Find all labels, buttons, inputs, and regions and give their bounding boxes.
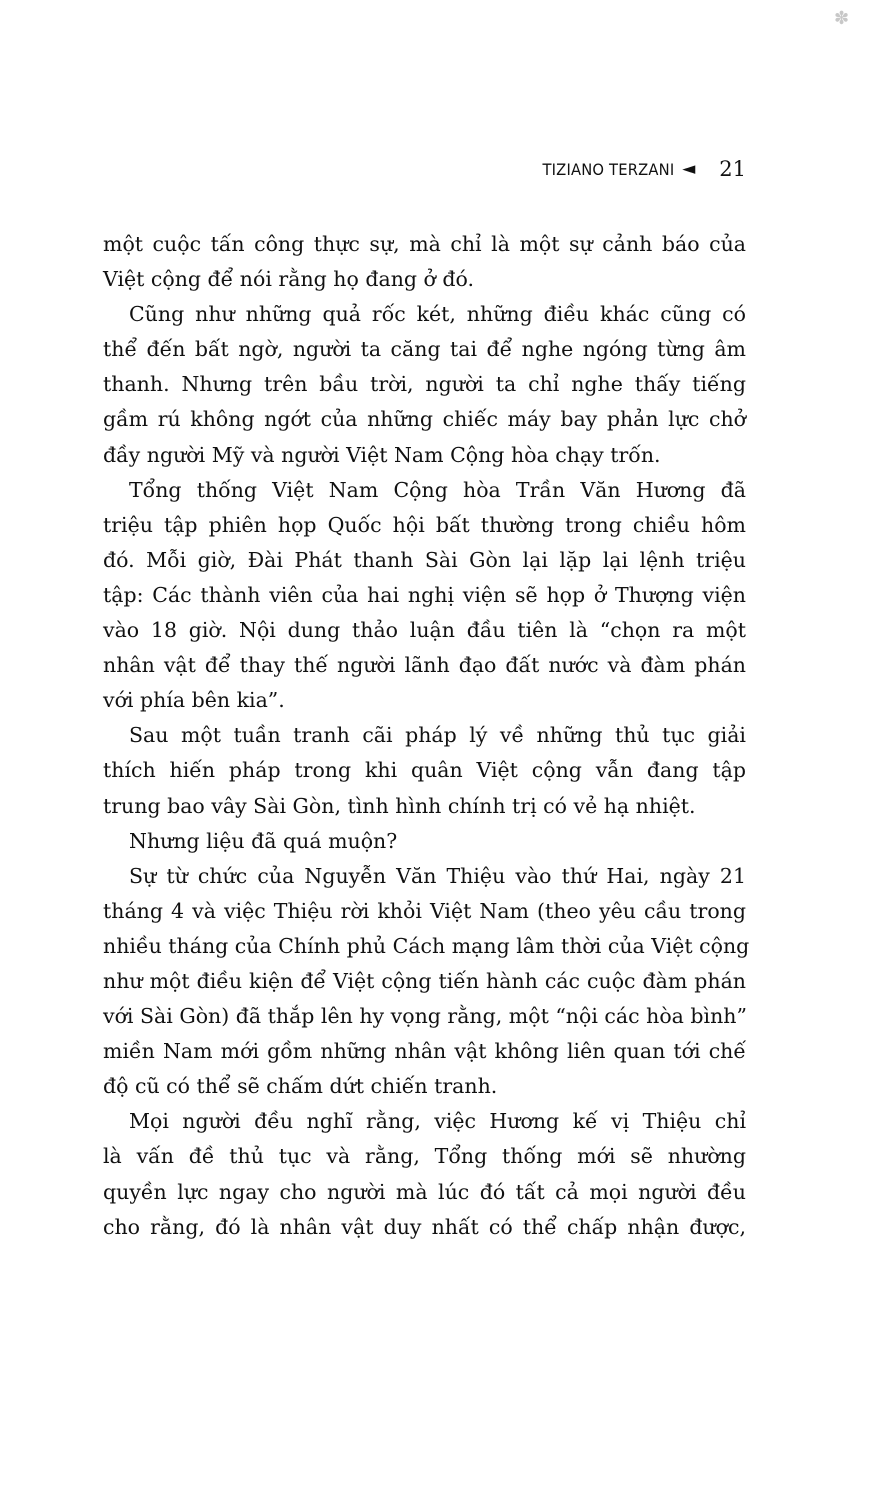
left-triangle-icon: ◄ [682, 159, 696, 179]
text-line: độ cũ có thể sẽ chấm dứt chiến tranh. [103, 1074, 498, 1099]
text-line: thể đến bất ngờ, người ta căng tai để nghe ngóng từng âm [103, 337, 746, 362]
text-line: đầy người Mỹ và người Việt Nam Cộng hòa chạy trốn. [103, 442, 661, 467]
text-line: triệu tập phiên họp Quốc hội bất thường trong chiều hôm [103, 512, 746, 537]
text-line: Tổng thống Việt Nam Cộng hòa Trần Văn Hương đã [129, 477, 746, 502]
text-line: tháng 4 và việc Thiệu rời khỏi Việt Nam (theo yêu cầu trong [103, 898, 746, 923]
paragraph [103, 297, 746, 472]
text-line: với Sài Gòn) đã thắp lên hy vọng rằng, một “nội các hòa bình” [103, 1004, 747, 1029]
body-text [103, 227, 750, 1245]
text-line: Sự từ chức của Nguyễn Văn Thiệu vào thứ Hai, ngày 21 [129, 863, 746, 888]
paragraph [103, 859, 750, 1105]
text-line: vào 18 giờ. Nội dung thảo luận đầu tiên là “chọn ra một [103, 618, 746, 643]
text-line: đó. Mỗi giờ, Đài Phát thanh Sài Gòn lại lặp lại lệnh triệu [103, 547, 746, 572]
text-line: Cũng như những quả rốc két, những điều khác cũng có [129, 302, 746, 327]
text-line: thích hiến pháp trong khi quân Việt cộng vẫn đang tập [103, 758, 746, 783]
paragraph [103, 1104, 746, 1244]
text-line: nhân vật để thay thế người lãnh đạo đất nước và đàm phán [103, 653, 746, 678]
text-line: trung bao vây Sài Gòn, tình hình chính trị có vẻ hạ nhiệt. [103, 793, 696, 818]
author-name: TIZIANO TERZANI [542, 159, 675, 179]
text-line: là vấn đề thủ tục và rằng, Tổng thống mới sẽ nhường [103, 1144, 746, 1169]
text-line: tập: Các thành viên của hai nghị viện sẽ họp ở Thượng viện [103, 582, 746, 607]
text-line: Sau một tuần tranh cãi pháp lý về những thủ tục giải [129, 723, 746, 748]
text-line: miền Nam mới gồm những nhân vật không liên quan tới chế [103, 1039, 746, 1064]
text-line: Nhưng liệu đã quá muộn? [129, 828, 398, 853]
running-header [531, 157, 746, 181]
text-line: thanh. Nhưng trên bầu trời, người ta chỉ nghe thấy tiếng [103, 372, 746, 397]
ornament-icon: ✽ [834, 8, 850, 29]
text-line: như một điều kiện để Việt cộng tiến hành các cuộc đàm phán [103, 968, 746, 993]
paragraph [103, 227, 746, 297]
paragraph [103, 718, 746, 823]
text-line: nhiều tháng của Chính phủ Cách mạng lâm thời của Việt cộng [103, 933, 750, 958]
text-line: với phía bên kia”. [103, 688, 285, 713]
text-line: gầm rú không ngớt của những chiếc máy bay phản lực chở [103, 407, 746, 432]
text-line: Mọi người đều nghĩ rằng, việc Hương kế vị Thiệu chỉ [129, 1109, 746, 1134]
text-line: Việt cộng để nói rằng họ đang ở đó. [103, 267, 475, 292]
text-line: cho rằng, đó là nhân vật duy nhất có thể chấp nhận được, [103, 1214, 746, 1239]
paragraph [103, 824, 746, 859]
paragraph [103, 473, 746, 719]
page-number: 21 [719, 157, 746, 181]
text-line: một cuộc tấn công thực sự, mà chỉ là một sự cảnh báo của [103, 232, 746, 256]
text-line: quyền lực ngay cho người mà lúc đó tất cả mọi người đều [103, 1179, 746, 1204]
